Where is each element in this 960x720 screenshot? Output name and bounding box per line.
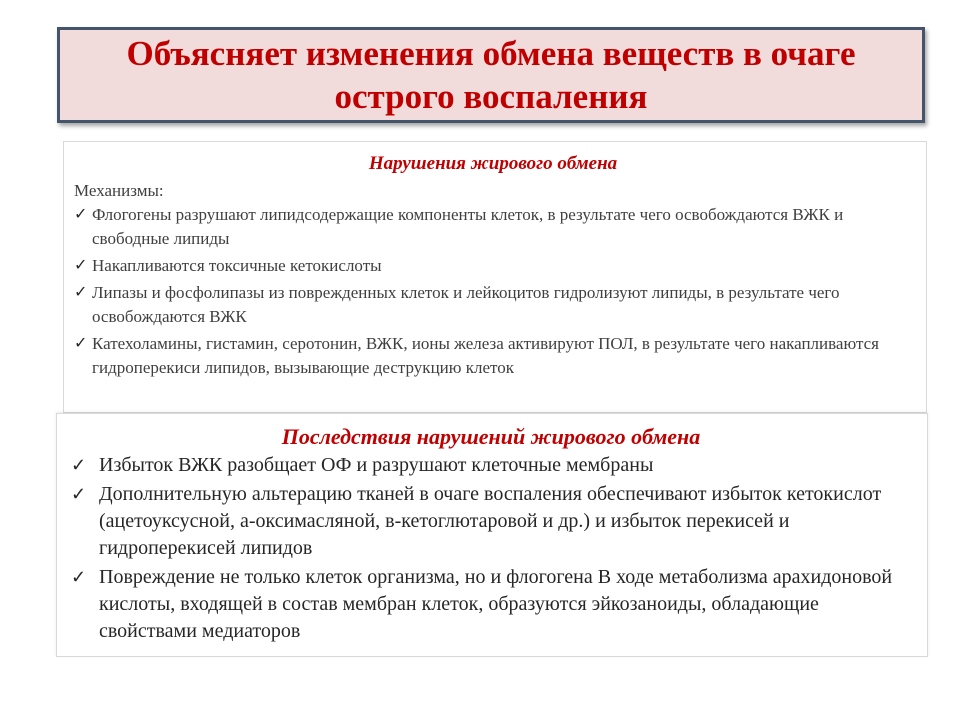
checkmark-icon: ✓ <box>71 567 87 587</box>
list-item: ✓ Избыток ВЖК разобщает ОФ и разрушают клеточные мембраны <box>69 452 913 479</box>
list-item: ✓ Накапливаются токсичные кетокислоты <box>74 254 912 278</box>
list-item: ✓ Липазы и фосфолипазы из поврежденных клеток и лейкоцитов гидролизуют липиды, в результате чего освобождаются ВЖК <box>74 283 840 326</box>
checkmark-icon: ✓ <box>71 455 87 475</box>
consequences-heading: Последствия нарушений жирового обмена <box>281 424 701 449</box>
slide-title-box <box>57 27 925 123</box>
lipid-disorders-heading: Нарушения жирового обмена <box>368 153 618 174</box>
list-item: ✓ Флогогены разрушают липидсодержащие компоненты клеток, в результате чего освобождаются ВЖК и свободные липиды <box>74 205 844 248</box>
list-item: ✓ Дополнительную альтерацию тканей в очаге воспаления обеспечивают избыток кетокислот (ацетоуксусной, а-оксимасляной, в-кетоглютаровой и др.) и избыток перекисей и гидроперекисей липидов <box>71 483 882 559</box>
checkmark-icon: ✓ <box>74 206 88 223</box>
mechanisms-label: Механизмы: <box>74 181 164 200</box>
list-item: ✓ Повреждение не только клеток организма, но и флогогена В ходе метаболизма арахидоновой кислоты, входящей в состав мембран клеток, образуются эйкозаноиды, обладающие свойствами медиаторов <box>71 566 893 642</box>
checkmark-icon: ✓ <box>74 257 88 274</box>
consequences-list <box>69 452 913 645</box>
list-item: ✓ Катехоламины, гистамин, серотонин, ВЖК, ионы железа активируют ПОЛ, в результате чего накапливаются гидроперекиси липидов, вызывающие деструкцию клеток <box>74 334 879 377</box>
mechanisms-list <box>74 203 912 380</box>
consequences-panel <box>56 413 928 657</box>
checkmark-icon: ✓ <box>71 484 87 504</box>
checkmark-icon: ✓ <box>74 284 88 301</box>
slide-title: Объясняет изменения обмена веществ в очаге острого воспаления <box>126 34 856 116</box>
checkmark-icon: ✓ <box>74 335 88 352</box>
lipid-disorders-panel <box>63 141 927 413</box>
